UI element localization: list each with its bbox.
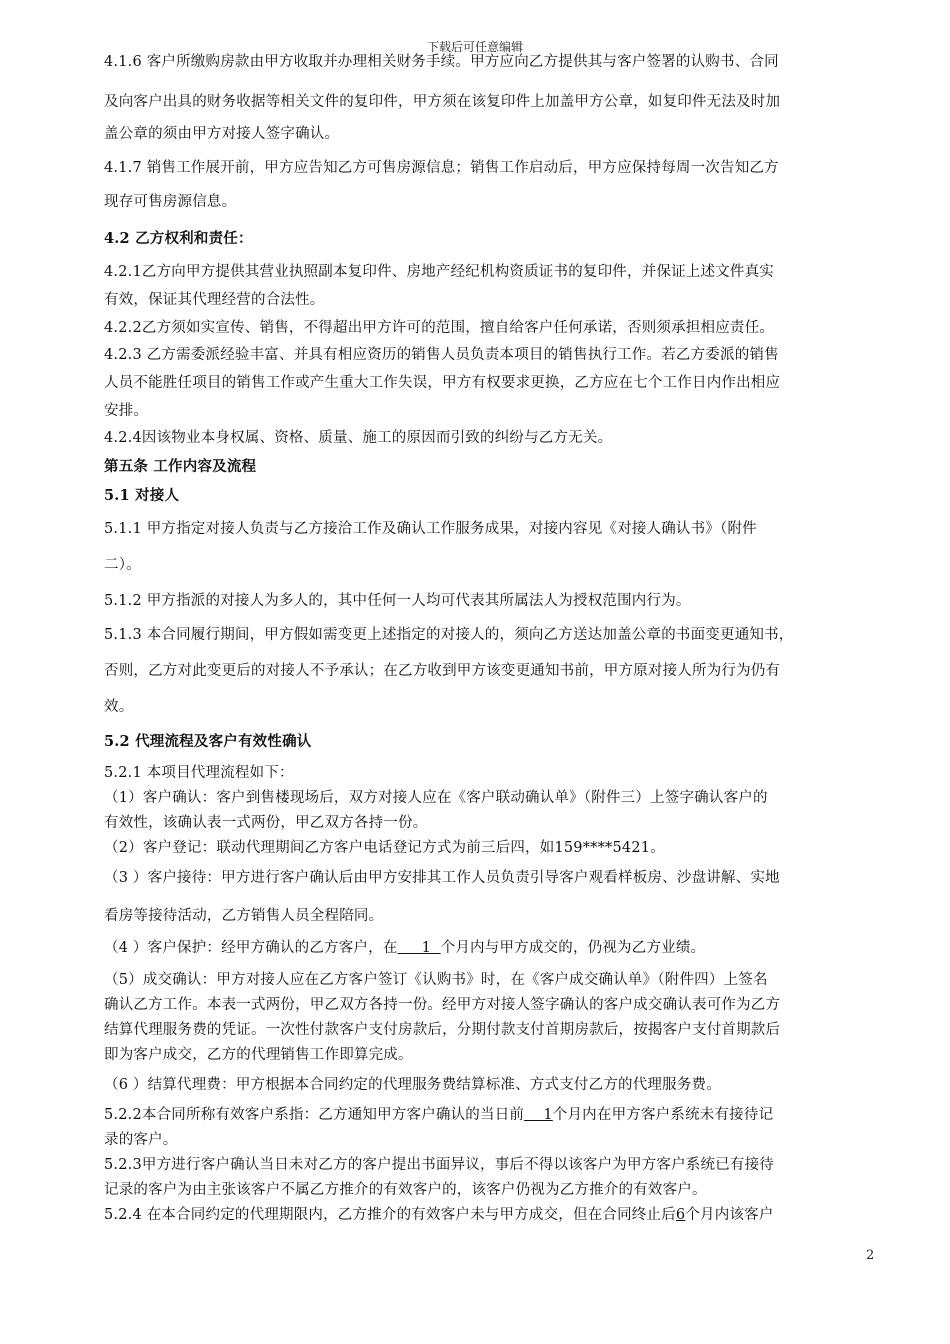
clause-line: 确认乙方工作。本表一式两份，甲乙双方各持一份。经甲方对接人签字确认的客户成交确认表可作为乙方: [104, 997, 781, 1013]
clause-line: 5.2.1 本项目代理流程如下：: [104, 765, 294, 781]
text-segment: 5.2.2本合同所称有效客户系指：乙方通知甲方客户确认的当日前: [104, 1107, 525, 1123]
article-heading: 第五条 工作内容及流程: [104, 458, 257, 475]
clause-line: 4.2.2乙方须如实宣传、销售，不得超出甲方许可的范围，擅自给客户任何承诺，否则须承担相应责任。: [104, 320, 774, 336]
clause-line: 二）。: [104, 557, 141, 573]
clause-line-agency-period: [104, 1203, 884, 1224]
page-number: 2: [866, 1248, 875, 1263]
clause-line: 盖公章的须由甲方对接人签字确认。: [104, 126, 340, 142]
clause-line: 看房等接待活动，乙方销售人员全程陪同。: [104, 908, 384, 924]
clause-line: 人员不能胜任项目的销售工作或产生重大工作失误，甲方有权要求更换，乙方应在七个工作日内作出相应: [104, 375, 781, 391]
clause-line: 5.1.2 甲方指派的对接人为多人的，其中任何一人均可代表其所属法人为授权范围内行为。: [104, 593, 691, 609]
section-heading: 5.2 代理流程及客户有效性确认: [104, 733, 312, 750]
clause-line: 及向客户出具的财务收据等相关文件的复印件，甲方须在该复印件上加盖甲方公章，如复印件无法及时加: [104, 94, 781, 110]
clause-line: 5.1.1 甲方指定对接人负责与乙方接洽工作及确认工作服务成果，对接内容见《对接人确认书》（附件: [104, 521, 757, 537]
clause-line: 5.2.3甲方进行客户确认当日未对乙方的客户提出书面异议，事后不得以该客户为甲方客户系统已有接待: [104, 1157, 774, 1173]
clause-line-valid-customer: [104, 1103, 884, 1124]
clause-line: 否则，乙方对此变更后的对接人不予承认；在乙方收到甲方该变更通知书前，甲方原对接人所为行为仍有: [104, 663, 781, 679]
filled-blank: 1: [397, 940, 441, 956]
clause-line-customer-protection: [104, 936, 884, 957]
clause-line: 4.2.1乙方向甲方提供其营业执照副本复印件、房地产经纪机构资质证书的复印件，并保证上述文件真实: [104, 264, 774, 280]
clause-line: （2）客户登记：联动代理期间乙方客户电话登记方式为前三后四，如159****5421。: [104, 840, 665, 856]
clause-line: 录的客户。: [104, 1132, 178, 1148]
clause-line: 4.1.6 客户所缴购房款由甲方收取并办理相关财务手续。甲方应向乙方提供其与客户签署的认购书、合同: [104, 54, 779, 70]
text-segment: 个月内该客户: [685, 1207, 774, 1223]
clause-line: （6 ）结算代理费：甲方根据本合同约定的代理服务费结算标准、方式支付乙方的代理服务费。: [104, 1077, 721, 1093]
clause-line: 结算代理服务费的凭证。一次性付款客户支付房款后，分期付款支付首期房款后，按揭客户支付首期款后: [104, 1022, 781, 1038]
clause-line: （1）客户确认：客户到售楼现场后，双方对接人应在《客户联动确认单》（附件三）上签字确认客户的: [104, 790, 768, 806]
clause-line: 有效性，该确认表一式两份，甲乙双方各持一份。: [104, 815, 428, 831]
clause-line: （5）成交确认：甲方对接人应在乙方客户签订《认购书》时，在《客户成交确认单》（附件四）上签名: [104, 972, 768, 988]
text-segment: （4 ）客户保护：经甲方确认的乙方客户，在: [104, 940, 398, 956]
filled-blank: 1: [524, 1107, 553, 1123]
section-heading: 5.1 对接人: [104, 487, 180, 504]
clause-line: 现存可售房源信息。: [104, 194, 237, 210]
clause-line: 有效，保证其代理经营的合法性。: [104, 292, 325, 308]
clause-line: 4.1.7 销售工作展开前，甲方应告知乙方可售房源信息；销售工作启动后，甲方应保持每周一次告知乙方: [104, 160, 779, 176]
section-heading: 4.2 乙方权利和责任：: [104, 230, 253, 247]
text-segment: 5.2.4 在本合同约定的代理期限内，乙方推介的有效客户未与甲方成交，但在合同终止后: [104, 1207, 676, 1223]
clause-line: 效。: [104, 699, 134, 715]
clause-line: （3 ）客户接待：甲方进行客户确认后由甲方安排其工作人员负责引导客户观看样板房、沙盘讲解、实地: [104, 870, 780, 886]
clause-line: 4.2.3 乙方需委派经验丰富、并具有相应资历的销售人员负责本项目的销售执行工作。若乙方委派的销售: [104, 347, 779, 363]
clause-line: 4.2.4因该物业本身权属、资格、质量、施工的原因而引致的纠纷与乙方无关。: [104, 430, 613, 446]
filled-blank: 6: [675, 1207, 686, 1223]
clause-line: 安排。: [104, 403, 149, 419]
clause-line: 记录的客户为由主张该客户不属乙方推介的有效客户的，该客户仍视为乙方推介的有效客户。: [104, 1182, 707, 1198]
text-segment: 个月内在甲方客户系统未有接待记: [552, 1107, 774, 1123]
clause-line: 即为客户成交，乙方的代理销售工作即算完成。: [104, 1047, 413, 1063]
page-header: 下载后可任意编辑: [426, 40, 523, 54]
clause-line: 5.1.3 本合同履行期间，甲方假如需变更上述指定的对接人的，须向乙方送达加盖公章的书面变更通知书，: [104, 627, 794, 643]
text-segment: 个月内与甲方成交的，仍视为乙方业绩。: [440, 940, 706, 956]
